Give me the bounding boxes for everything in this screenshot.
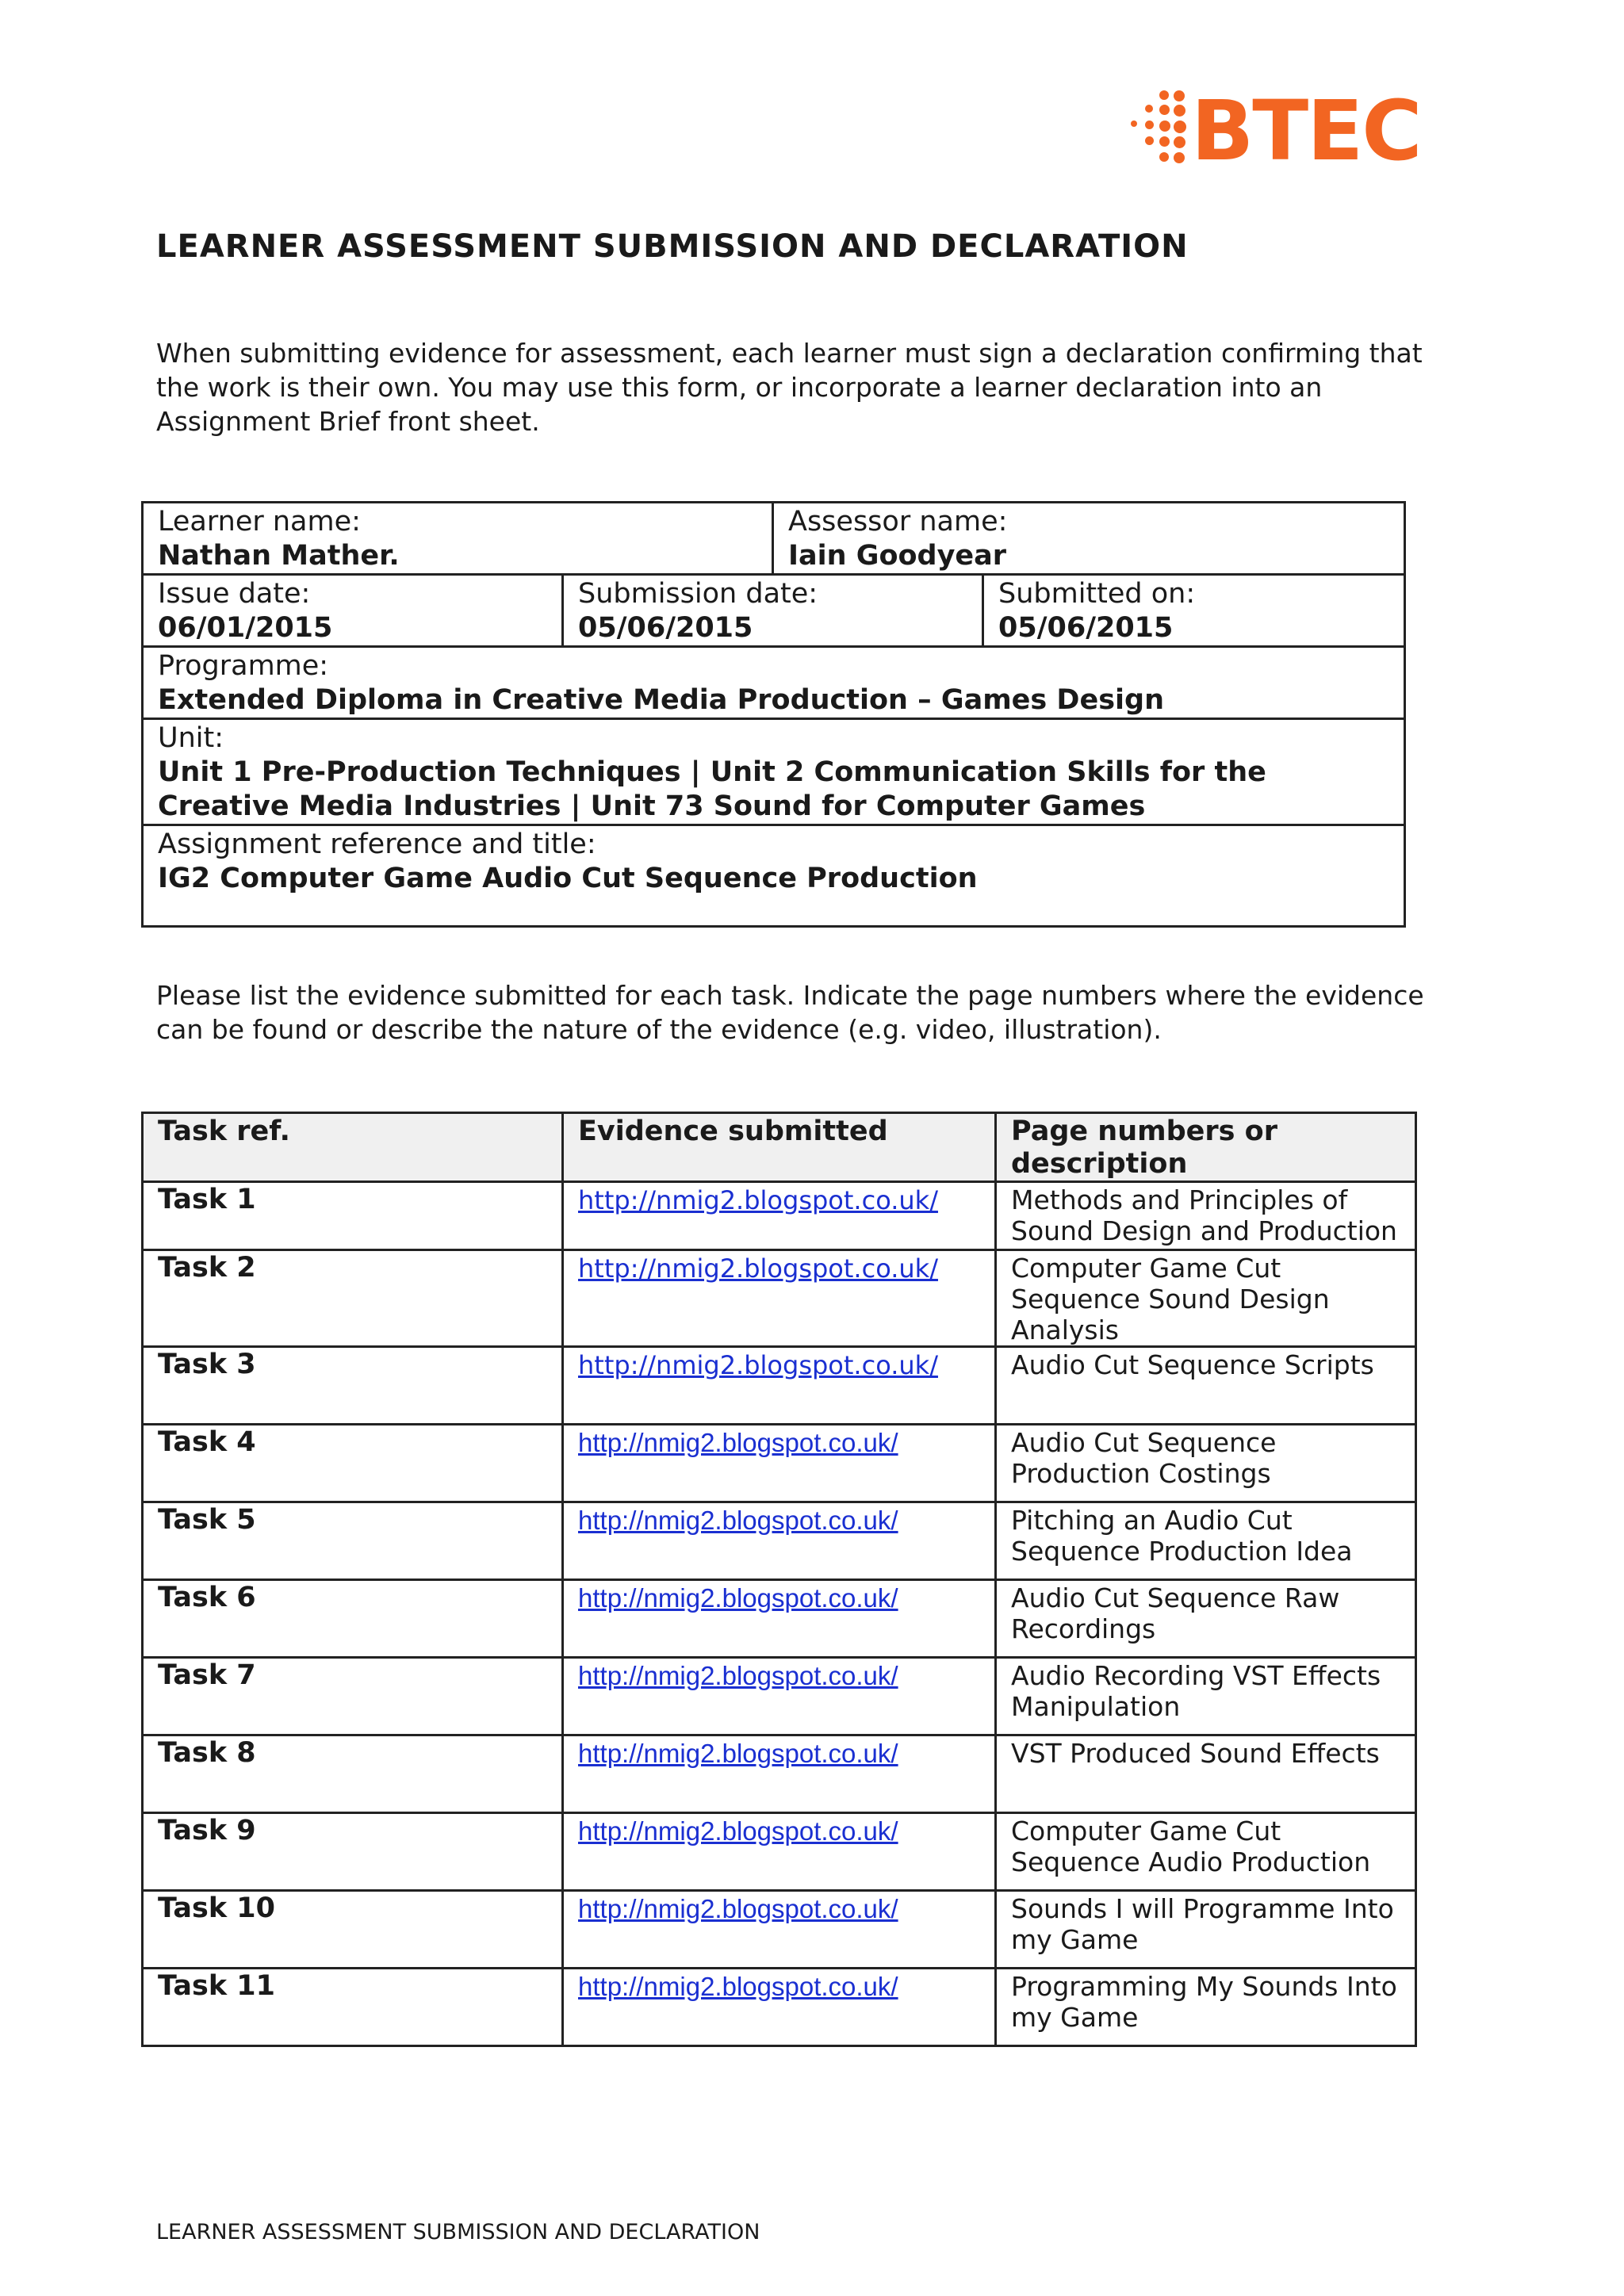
evidence-cell — [563, 1425, 996, 1502]
evidence-link[interactable]: http://nmig2.blogspot.co.uk/ — [578, 1894, 898, 1923]
page-title: LEARNER ASSESSMENT SUBMISSION AND DECLARATION — [156, 228, 1189, 265]
evidence-link[interactable]: http://nmig2.blogspot.co.uk/ — [578, 1253, 938, 1284]
evidence-cell — [563, 1502, 996, 1580]
submitted-on-cell — [983, 575, 1405, 647]
evidence-link[interactable]: http://nmig2.blogspot.co.uk/ — [578, 1739, 898, 1768]
issue-date-value: 06/01/2015 — [158, 612, 333, 644]
submitted-on-label: Submitted on: — [998, 578, 1196, 610]
unit-value: Unit 1 Pre-Production Techniques | Unit 2 Communication Skills for the Creative Media Industries | Unit 73 Sound for Computer Games — [158, 756, 1266, 822]
description-cell: VST Produced Sound Effects — [996, 1735, 1416, 1813]
learner-name-value: Nathan Mather. — [158, 540, 400, 572]
evidence-link[interactable]: http://nmig2.blogspot.co.uk/ — [578, 1816, 898, 1846]
evidence-cell — [563, 1580, 996, 1658]
logo-text: BTEC — [1191, 82, 1421, 179]
task-ref: Task 11 — [143, 1969, 563, 2046]
header-task-ref: Task ref. — [143, 1113, 563, 1182]
description-cell: Computer Game Cut Sequence Sound Design Analysis — [996, 1250, 1416, 1347]
evidence-link[interactable]: http://nmig2.blogspot.co.uk/ — [578, 1350, 938, 1380]
description-cell: Methods and Principles of Sound Design and Production — [996, 1182, 1416, 1250]
table-row — [143, 1580, 1416, 1658]
task-ref: Task 2 — [143, 1250, 563, 1347]
evidence-cell — [563, 1813, 996, 1891]
btec-logo — [1124, 79, 1426, 182]
unit-label: Unit: — [158, 722, 224, 754]
issue-date-cell — [143, 575, 563, 647]
task-ref: Task 9 — [143, 1813, 563, 1891]
table-row — [143, 1658, 1416, 1735]
assignment-label: Assignment reference and title: — [158, 828, 596, 860]
evidence-cell — [563, 1182, 996, 1250]
intro-paragraph: When submitting evidence for assessment, each learner must sign a declaration confirming that the work is their own. You may use this form, or incorporate a learner declaration into an Assignment Brief front sheet. — [156, 338, 1423, 437]
description-cell: Audio Recording VST Effects Manipulation — [996, 1658, 1416, 1735]
task-ref: Task 1 — [143, 1182, 563, 1250]
submission-date-label: Submission date: — [578, 578, 818, 610]
programme-value: Extended Diploma in Creative Media Production – Games Design — [158, 684, 1165, 716]
evidence-cell — [563, 1658, 996, 1735]
task-ref: Task 7 — [143, 1658, 563, 1735]
learner-name-cell — [143, 503, 773, 575]
description-cell: Computer Game Cut Sequence Audio Production — [996, 1813, 1416, 1891]
description-cell: Audio Cut Sequence Raw Recordings — [996, 1580, 1416, 1658]
task-ref: Task 8 — [143, 1735, 563, 1813]
task-ref: Task 3 — [143, 1347, 563, 1425]
task-ref: Task 5 — [143, 1502, 563, 1580]
description-cell: Programming My Sounds Into my Game — [996, 1969, 1416, 2046]
header-description: Page numbers or description — [996, 1113, 1416, 1182]
evidence-cell — [563, 1347, 996, 1425]
assessor-name-value: Iain Goodyear — [788, 540, 1007, 572]
evidence-link[interactable]: http://nmig2.blogspot.co.uk/ — [578, 1972, 898, 2001]
evidence-table — [141, 1112, 1417, 2047]
table-row — [143, 1735, 1416, 1813]
task-ref: Task 6 — [143, 1580, 563, 1658]
table-row — [143, 1425, 1416, 1502]
evidence-link[interactable]: http://nmig2.blogspot.co.uk/ — [578, 1661, 898, 1690]
evidence-instructions: Please list the evidence submitted for each task. Indicate the page numbers where the evidence can be found or describe the nature of the evidence (e.g. video, illustration). — [156, 980, 1424, 1045]
description-cell: Audio Cut Sequence Production Costings — [996, 1425, 1416, 1502]
submission-date-value: 05/06/2015 — [578, 612, 753, 644]
submission-date-cell — [563, 575, 983, 647]
table-row — [143, 1813, 1416, 1891]
programme-label: Programme: — [158, 650, 329, 682]
evidence-cell — [563, 1969, 996, 2046]
evidence-link[interactable]: http://nmig2.blogspot.co.uk/ — [578, 1428, 898, 1457]
programme-cell — [143, 647, 1405, 719]
evidence-cell — [563, 1250, 996, 1347]
table-row — [143, 1891, 1416, 1969]
evidence-link[interactable]: http://nmig2.blogspot.co.uk/ — [578, 1506, 898, 1535]
table-row — [143, 1347, 1416, 1425]
assessor-name-label: Assessor name: — [788, 506, 1008, 538]
table-row — [143, 1502, 1416, 1580]
assignment-value: IG2 Computer Game Audio Cut Sequence Production — [158, 863, 978, 894]
description-cell: Pitching an Audio Cut Sequence Production Idea — [996, 1502, 1416, 1580]
description-cell: Audio Cut Sequence Scripts — [996, 1347, 1416, 1425]
page-footer: LEARNER ASSESSMENT SUBMISSION AND DECLARATION — [156, 2220, 760, 2244]
evidence-cell — [563, 1891, 996, 1969]
assessor-name-cell — [773, 503, 1405, 575]
logo-dots-icon — [1124, 87, 1188, 174]
learner-info-table — [141, 501, 1406, 928]
description-cell: Sounds I will Programme Into my Game — [996, 1891, 1416, 1969]
table-row — [143, 1969, 1416, 2046]
task-ref: Task 10 — [143, 1891, 563, 1969]
evidence-link[interactable]: http://nmig2.blogspot.co.uk/ — [578, 1185, 938, 1215]
issue-date-label: Issue date: — [158, 578, 311, 610]
evidence-cell — [563, 1735, 996, 1813]
learner-name-label: Learner name: — [158, 506, 361, 538]
evidence-link[interactable]: http://nmig2.blogspot.co.uk/ — [578, 1583, 898, 1613]
table-row — [143, 1182, 1416, 1250]
table-row — [143, 1250, 1416, 1347]
assignment-cell — [143, 825, 1405, 927]
submitted-on-value: 05/06/2015 — [998, 612, 1174, 644]
header-evidence: Evidence submitted — [563, 1113, 996, 1182]
unit-cell — [143, 719, 1405, 825]
task-ref: Task 4 — [143, 1425, 563, 1502]
